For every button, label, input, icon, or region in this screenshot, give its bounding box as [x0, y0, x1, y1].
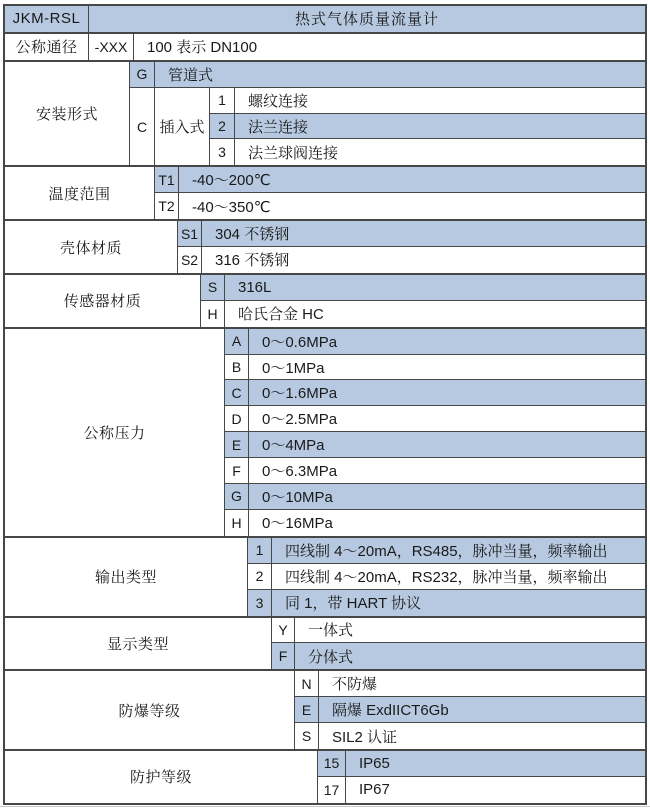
table-row — [225, 355, 645, 381]
option-desc: 法兰连接 — [248, 118, 309, 136]
section-explosion-proof-grade — [5, 669, 645, 749]
option-code: T1 — [155, 167, 179, 192]
insert-type-group — [130, 88, 645, 166]
option-desc: 0～4MPa — [262, 437, 325, 455]
option-desc: 100 表示 DN100 — [147, 39, 258, 57]
table-row — [248, 590, 645, 616]
option-code: 2 — [210, 114, 235, 139]
option-code: E — [295, 697, 319, 722]
temp-range-label: 温度范围 — [5, 167, 155, 219]
model-code-cell: JKM-RSL — [5, 6, 89, 32]
section-output-type — [5, 536, 645, 616]
table-row — [318, 751, 645, 777]
table-row — [225, 510, 645, 536]
option-desc: 0～6.3MPa — [262, 463, 338, 481]
table-row — [130, 62, 645, 88]
option-desc: 316L — [238, 278, 272, 296]
table-row — [210, 139, 645, 165]
table-row — [89, 34, 645, 60]
table-row — [225, 406, 645, 432]
table-row — [225, 329, 645, 355]
output-type-label: 输出类型 — [5, 538, 248, 616]
option-desc: 管道式 — [168, 66, 214, 84]
table-row — [225, 484, 645, 510]
option-code: C — [225, 380, 249, 405]
option-code: S1 — [178, 221, 202, 246]
section-temp-range — [5, 165, 645, 219]
option-desc: 0～2.5MPa — [262, 411, 338, 429]
section-protection-grade — [5, 749, 645, 803]
table-row — [210, 114, 645, 140]
option-code: H — [225, 510, 249, 536]
option-desc: 316 不锈钢 — [215, 252, 290, 270]
option-code: N — [295, 671, 319, 696]
option-desc: 304 不锈钢 — [215, 226, 290, 244]
section-header — [5, 6, 645, 32]
option-desc: 不防爆 — [332, 676, 378, 694]
option-code: T2 — [155, 193, 179, 219]
option-code: C — [130, 88, 155, 166]
table-row — [248, 564, 645, 590]
table-row — [272, 618, 645, 644]
table-row — [201, 301, 645, 327]
option-desc: 0～0.6MPa — [262, 333, 338, 351]
option-desc: 0～16MPa — [262, 515, 333, 533]
option-code: D — [225, 406, 249, 431]
option-code: E — [225, 432, 249, 457]
option-desc: 法兰球阀连接 — [248, 144, 339, 162]
section-nominal-diameter — [5, 32, 645, 60]
model-selection-table — [3, 4, 647, 805]
option-code: 2 — [248, 564, 272, 589]
option-desc: 0～1.6MPa — [262, 385, 338, 403]
option-code: B — [225, 355, 249, 380]
page-bottom-divider — [0, 806, 650, 807]
option-code: H — [201, 301, 225, 327]
option-code: G — [225, 484, 249, 509]
table-row — [272, 643, 645, 669]
protection-grade-label: 防护等级 — [5, 751, 318, 803]
option-code: F — [272, 643, 295, 669]
option-desc: 分体式 — [308, 648, 354, 666]
option-code: F — [225, 458, 249, 483]
option-desc: 0～1MPa — [262, 359, 325, 377]
section-install-type — [5, 60, 645, 166]
option-code: -XXX — [89, 34, 134, 60]
table-row — [225, 380, 645, 406]
shell-material-label: 壳体材质 — [5, 221, 178, 273]
option-desc: 0～10MPa — [262, 488, 333, 506]
option-code: 3 — [248, 590, 272, 616]
option-code: 1 — [210, 88, 235, 113]
option-desc: SIL2 认证 — [332, 728, 398, 746]
option-code: 15 — [318, 751, 346, 776]
option-code: S — [201, 275, 225, 300]
table-row — [201, 275, 645, 301]
option-code: G — [130, 62, 155, 87]
option-code: Y — [272, 618, 295, 643]
option-code: S — [295, 723, 319, 749]
table-row — [295, 671, 645, 697]
option-code: 1 — [248, 538, 272, 563]
section-nominal-pressure — [5, 327, 645, 536]
table-row — [178, 221, 645, 247]
option-desc: 四线制 4～20mA，RS232，脉冲当量，频率输出 — [285, 568, 608, 586]
table-row — [295, 697, 645, 723]
product-title: 热式气体质量流量计 — [89, 6, 645, 32]
table-row — [318, 777, 645, 803]
option-desc: 隔爆 ExdIICT6Gb — [332, 702, 449, 720]
table-row — [225, 458, 645, 484]
option-desc: 同 1，带 HART 协议 — [285, 595, 422, 613]
option-desc: 一体式 — [308, 622, 354, 640]
option-desc: IP67 — [359, 781, 390, 799]
table-row — [155, 193, 645, 219]
option-desc: 螺纹连接 — [248, 92, 309, 110]
table-row — [248, 538, 645, 564]
display-type-label: 显示类型 — [5, 618, 272, 670]
table-row — [178, 247, 645, 273]
option-code: 3 — [210, 139, 235, 165]
option-desc: 四线制 4～20mA，RS485，脉冲当量，频率输出 — [285, 542, 608, 560]
option-desc: -40～200℃ — [192, 172, 271, 190]
option-code: S2 — [178, 247, 202, 273]
section-shell-material — [5, 219, 645, 273]
install-type-label: 安装形式 — [5, 62, 130, 166]
nominal-pressure-label: 公称压力 — [5, 329, 225, 536]
table-row — [225, 432, 645, 458]
insert-type-name: 插入式 — [155, 88, 210, 166]
option-desc: -40～350℃ — [192, 198, 271, 216]
option-desc: 哈氏合金 HC — [238, 306, 324, 324]
option-code: 17 — [318, 777, 346, 803]
section-display-type — [5, 616, 645, 670]
option-desc: IP65 — [359, 754, 390, 772]
table-row — [210, 88, 645, 114]
table-row — [155, 167, 645, 193]
explosion-proof-label: 防爆等级 — [5, 671, 295, 749]
nominal-diameter-label: 公称通径 — [5, 34, 89, 60]
section-sensor-material — [5, 273, 645, 327]
option-code: A — [225, 329, 249, 354]
table-row — [295, 723, 645, 749]
sensor-material-label: 传感器材质 — [5, 275, 201, 327]
